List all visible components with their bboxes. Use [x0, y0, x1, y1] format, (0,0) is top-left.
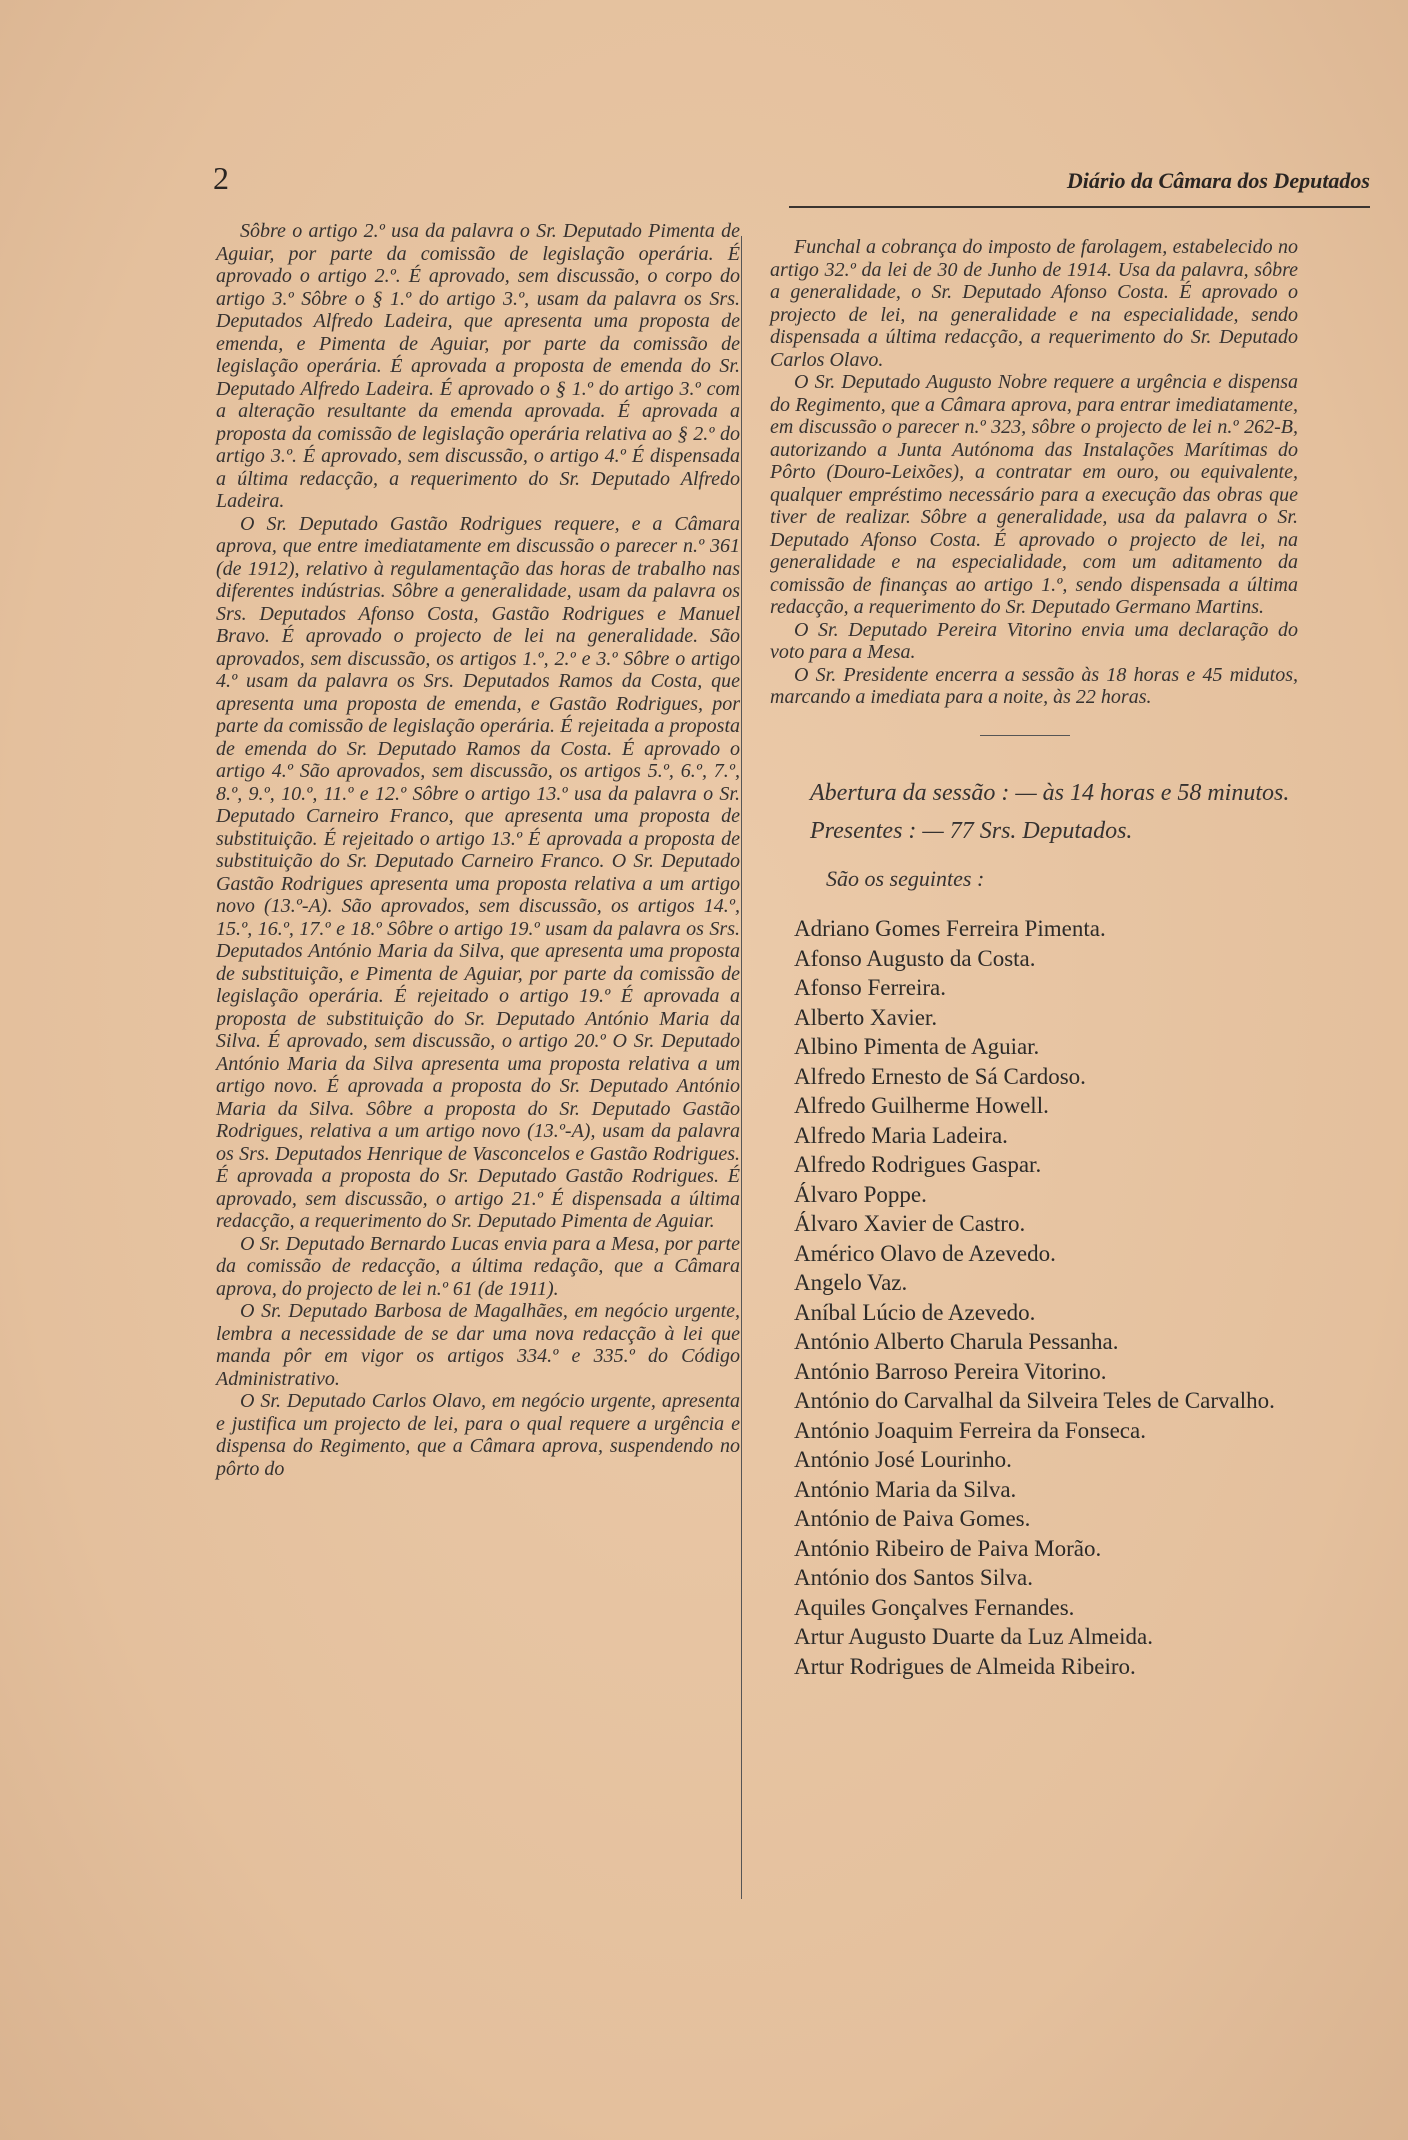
list-item: Alfredo Rodrigues Gaspar. [794, 1152, 1042, 1177]
deputies-list [770, 914, 1298, 1681]
list-item: António Alberto Charula Pessanha. [794, 1329, 1119, 1354]
paragraph: O Sr. Deputado Carlos Olavo, em negócio urgente, apresenta e justifica um projecto de lei, para o qual requere a urgência e dispensa do Regimento, que a Câmara aprova, suspendendo no pôrto do [216, 1390, 740, 1480]
running-head: Diário da Câmara dos Deputados [1066, 168, 1370, 193]
paragraph: O Sr. Deputado Gastão Rodrigues requere, e a Câmara aprova, que entre imediatamente em discussão o parecer n.º 361 (de 1912), relativo à regulamentação das horas de trabalho nas diferentes indústrias. Sôbre a generalidade, usam da palavra os Srs. Deputados Afonso Costa, Gastão Rodrigues e Manuel Bravo. É aprovado o projecto de lei na generalidade. São aprovados, sem discussão, os artigos 1.º, 2.º e 3.º Sôbre o artigo 4.º usam da palavra os Srs. Deputados Ramos da Costa, que apresenta uma proposta de emenda, e Gastão Rodrigues, por parte da comissão de legislação operária. É rejeitada a proposta de emenda do Sr. Deputado Ramos da Costa. É aprovado o artigo 4.º São aprovados, sem discussão, os artigos 5.º, 6.º, 7.º, 8.º, 9.º, 10.º, 11.º e 12.º Sôbre o artigo 13.º usa da palavra o Sr. Deputado Carneiro Franco, que apresenta uma proposta de substituição. É rejeitado o artigo 13.º É aprovada a proposta de substituição do Sr. Deputado Carneiro Franco. O Sr. Deputado Gastão Rodrigues apresenta uma proposta relativa a um artigo novo (13.º-A). São aprovados, sem discussão, os artigos 14.º, 15.º, 16.º, 17.º e 18.º Sôbre o artigo 19.º usam da palavra os Srs. Deputados António Maria da Silva, que apresenta uma proposta de substituição, e Pimenta de Aguiar, por parte da comissão de legislação operária. É rejeitado o artigo 19.º É aprovada a proposta de substituição do Sr. Deputado António Maria da Silva. É aprovado, sem discussão, o artigo 20.º O Sr. Deputado António Maria da Silva apresenta uma proposta relativa a um artigo novo. É aprovada a proposta do Sr. Deputado António Maria da Silva. Sôbre a proposta do Sr. Deputado Gastão Rodrigues, relativa a um artigo novo (13.º-A), usam da palavra os Srs. Deputados Henrique de Vasconcelos e Gastão Rodrigues. É aprovada a proposta do Sr. Deputado Gastão Rodrigues. É aprovado, sem discussão, o artigo 21.º É dispensada a última redacção, a requerimento do Sr. Deputado Pimenta de Aguiar. [216, 512, 740, 1232]
paragraph: O Sr. Deputado Barbosa de Magalhães, em negócio urgente, lembra a necessidade de se dar uma nova redacção à lei que manda pôr em vigor os artigos 334.º e 335.º do Código Administrativo. [216, 1300, 740, 1390]
paragraph: O Sr. Deputado Augusto Nobre requere a urgência e dispensa do Regimento, que a Câmara aprova, para entrar imediatamente, em discussão o parecer n.º 323, sôbre o projecto de lei n.º 262-B, autorizando a Junta Autónoma das Instalações Marítimas do Pôrto (Douro-Leixões), a contratar em ouro, ou equivalente, qualquer empréstimo necessário para a execução das obras que tiver de realizar. Sôbre a generalidade, usa da palavra o Sr. Deputado Afonso Costa. É aprovado o projecto de lei, na generalidade e na especialidade, com um aditamento da comissão de finanças ao artigo 1.º, sendo dispensada a última redacção, a requerimento do Sr. Deputado Germano Martins. [770, 371, 1298, 618]
list-item: Adriano Gomes Ferreira Pimenta. [794, 916, 1106, 941]
right-column [770, 236, 1298, 1681]
list-item: António Maria da Silva. [794, 1476, 1017, 1502]
list-item: Alberto Xavier. [794, 1004, 938, 1030]
opening-label: Abertura da sessão : [810, 779, 1010, 806]
list-item: Aquiles Gonçalves Fernandes. [794, 1594, 1075, 1620]
list-item: António de Paiva Gomes. [794, 1506, 1031, 1531]
left-column [216, 220, 740, 1480]
list-item: António Joaquim Ferreira da Fonseca. [794, 1417, 1146, 1443]
list-item: António Barroso Pereira Vitorino. [794, 1358, 1107, 1384]
page-number: 2 [213, 160, 229, 196]
list-item: António Ribeiro de Paiva Morão. [794, 1535, 1102, 1561]
list-item: Alfredo Maria Ladeira. [794, 1122, 1008, 1148]
list-item: Artur Rodrigues de Almeida Ribeiro. [794, 1653, 1136, 1679]
header-rule [789, 206, 1370, 208]
list-item: Angelo Vaz. [794, 1270, 908, 1295]
paragraph: Funchal a cobrança do imposto de farolagem, estabelecido no artigo 32.º da lei de 30 de Junho de 1914. Usa da palavra, sôbre a generalidade, o Sr. Deputado Afonso Costa. É aprovado o projecto de lei, na generalidade e na especialidade, sendo dispensada a última redacção, a requerimento do Sr. Deputado Carlos Olavo. [770, 236, 1298, 371]
list-item: António José Lourinho. [794, 1447, 1012, 1472]
list-item: Alfredo Guilherme Howell. [794, 1093, 1049, 1118]
list-item: Álvaro Xavier de Castro. [794, 1211, 1026, 1236]
list-item: Afonso Augusto da Costa. [794, 945, 1036, 971]
list-item: António dos Santos Silva. [794, 1565, 1033, 1590]
paragraph: O Sr. Deputado Bernardo Lucas envia para a Mesa, por parte da comissão de redacção, a última redação, que a Câmara aprova, do projecto de lei n.º 61 (de 1911). [216, 1232, 740, 1300]
list-item: Artur Augusto Duarte da Luz Almeida. [794, 1624, 1153, 1649]
list-item: Afonso Ferreira. [794, 975, 947, 1000]
section-divider [980, 735, 1070, 736]
list-item: Américo Olavo de Azevedo. [794, 1240, 1056, 1266]
present-label: Presentes : [810, 817, 917, 844]
list-item: Aníbal Lúcio de Azevedo. [794, 1299, 1036, 1325]
list-item: Álvaro Poppe. [794, 1181, 927, 1207]
paragraph: O Sr. Deputado Pereira Vitorino envia uma declaração do voto para a Mesa. [770, 618, 1298, 663]
list-item: Albino Pimenta de Aguiar. [794, 1034, 1040, 1059]
list-item: Alfredo Ernesto de Sá Cardoso. [794, 1063, 1086, 1089]
list-heading: São os seguintes : [826, 865, 985, 891]
paragraph: O Sr. Presidente encerra a sessão às 18 horas e 45 midutos, marcando a imediata para a noite, às 22 horas. [770, 663, 1298, 708]
present-count: — 77 Srs. Deputados. [922, 817, 1133, 844]
column-separator [741, 236, 742, 1899]
session-opening [770, 778, 1298, 808]
paragraph: Sôbre o artigo 2.º usa da palavra o Sr. Deputado Pimenta de Aguiar, por parte da comissão de legislação operária. É aprovado o artigo 2.º. É aprovado, sem discussão, o corpo do artigo 3.º Sôbre o § 1.º do artigo 3.º, usam da palavra os Srs. Deputados Alfredo Ladeira, que apresenta uma proposta de emenda, e Pimenta de Aguiar, por parte da comissão de legislação operária. É aprovada a proposta de emenda do Sr. Deputado Alfredo Ladeira. É aprovado o § 1.º do artigo 3.º com a alteração resultante da emenda aprovada. É aprovada a proposta da comissão de legislação operária relativa ao § 2.º do artigo 3.º. É aprovado, sem discussão, o artigo 4.º É dispensada a última redacção, a requerimento do Sr. Deputado Alfredo Ladeira. [216, 220, 740, 512]
attendance-line [770, 816, 1298, 846]
list-item: António do Carvalhal da Silveira Teles de Carvalho. [794, 1388, 1275, 1413]
opening-time: — às 14 horas e 58 minutos. [1015, 779, 1290, 806]
